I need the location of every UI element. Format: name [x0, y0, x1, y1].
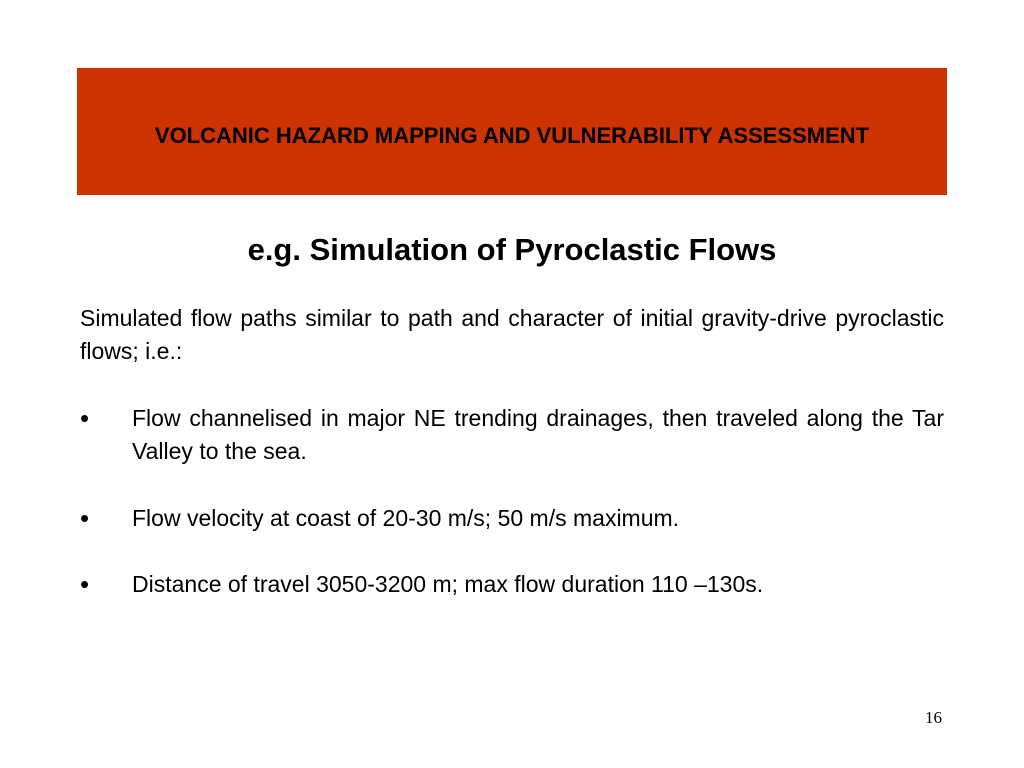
bullet-text: Distance of travel 3050-3200 m; max flow duration 110 –130s. [132, 571, 764, 597]
bullet-text: Flow velocity at coast of 20-30 m/s; 50 m/s maximum. [132, 505, 680, 531]
title-banner [77, 68, 947, 195]
bullet-text: Flow channelised in major NE trending drainages, then traveled along the Tar Valley to the sea. [132, 405, 944, 464]
bullet-icon: • [80, 503, 90, 533]
slide-subtitle: e.g. Simulation of Pyroclastic Flows [247, 232, 777, 267]
page-number: 16 [925, 708, 942, 727]
bullet-icon: • [80, 403, 90, 433]
intro-paragraph: Simulated flow paths similar to path and character of initial gravity-drive pyroclastic flows; i.e.: [80, 305, 944, 364]
slide-title: VOLCANIC HAZARD MAPPING AND VULNERABILITY ASSESSMENT [154, 122, 870, 148]
bullet-icon: • [80, 569, 90, 599]
